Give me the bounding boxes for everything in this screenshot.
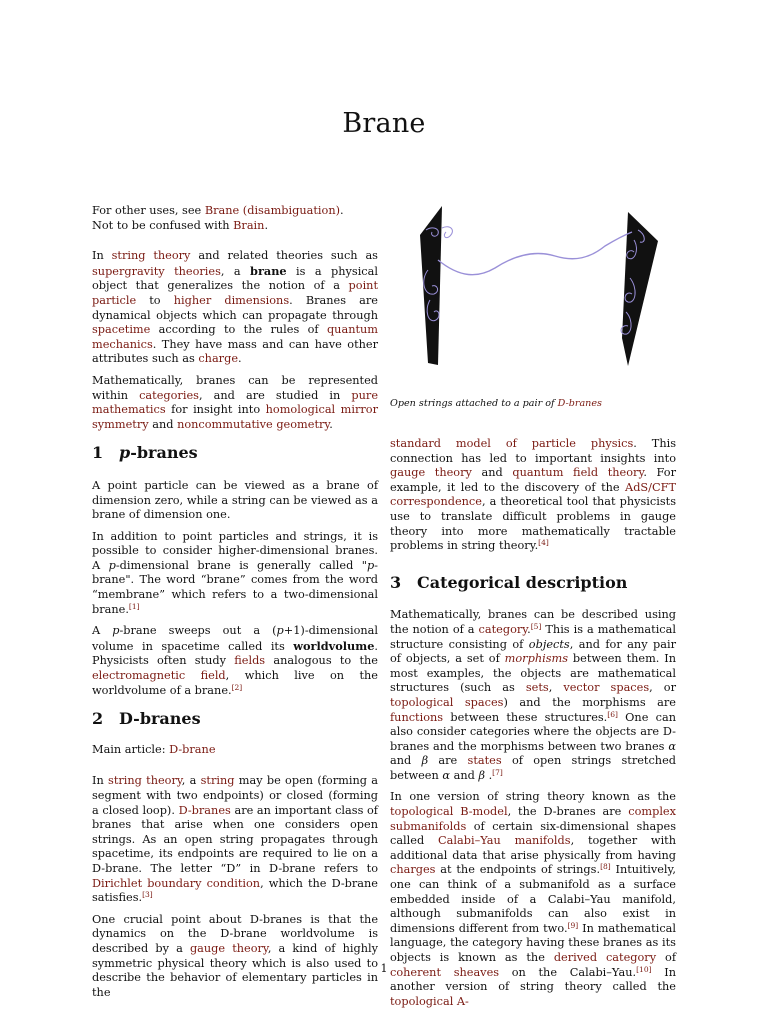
left-d-brane — [420, 206, 442, 365]
page-number: 1 — [380, 962, 388, 975]
link-d-brane-main-article[interactable]: D-brane — [169, 742, 216, 756]
link-functions[interactable]: functions — [390, 710, 444, 724]
categorical-paragraph-1: Mathematically, branes can be described using the notion of a category.[5] This is a mathematical structure consisting of objects, and for any pair of objects, a set of morphisms between them. In most examples, the objects are mathematical structures (such as sets, vector spaces, or topological spaces) and the morphisms are functions between these structures.[6] One can also consider categories where the objects are D-branes and the morphisms between two branes α and β are states of open strings stretched between α and β .[7] — [390, 608, 677, 782]
hatnote — [92, 204, 378, 233]
link-calabi-yau-manifolds[interactable]: Calabi–Yau manifolds — [438, 834, 571, 848]
link-homological-mirror-symmetry[interactable]: homological mirror symmetry — [92, 403, 378, 431]
page-title: Brane — [342, 108, 426, 139]
main-article-note: Main article: D-brane — [92, 742, 216, 756]
link-pure-mathematics[interactable]: pure mathematics — [92, 388, 379, 417]
link-string-theory[interactable]: string theory — [111, 249, 191, 263]
reference-8[interactable]: [8] — [600, 862, 611, 872]
reference-6[interactable]: [6] — [607, 709, 618, 719]
link-higher-dimensions[interactable]: higher dimensions — [173, 293, 290, 307]
intro-paragraph-2: Mathematically, branes can be represented within categories, and are studied in pure mathematics for insight into homological mirror symmetry and noncommutative geometry. — [92, 373, 379, 431]
link-sets[interactable]: sets — [525, 681, 549, 695]
reference-4[interactable]: [4] — [538, 538, 549, 548]
reference-5[interactable]: [5] — [530, 621, 542, 631]
link-topological-spaces[interactable]: topological spaces — [390, 695, 504, 709]
link-noncommutative-geometry[interactable]: noncommutative geometry — [177, 417, 330, 431]
d-branes-illustration — [390, 200, 676, 396]
reference-7[interactable]: [7] — [492, 767, 503, 777]
reference-3[interactable]: [3] — [142, 890, 153, 900]
link-derived-category[interactable]: derived category — [553, 951, 657, 964]
open-string — [438, 232, 632, 275]
link-fields[interactable]: fields — [234, 654, 266, 668]
reference-9[interactable]: [9] — [567, 920, 579, 930]
reference-10[interactable]: [10] — [636, 964, 652, 974]
section-heading-categorical-description: 3 Categorical description — [390, 572, 628, 592]
d-branes-figure — [390, 200, 676, 409]
link-string[interactable]: string — [200, 774, 235, 788]
categorical-paragraph-2: In one version of string theory known as the topological B-model, the D-branes are complex submanifolds of certain six-dimensional shapes called Calabi–Yau manifolds, together with additional data that arise physically from having charges at the endpoints of strings.[8] Intuitively, one can think of a submanifold as a surface embedded inside of a Calabi–Yau manifold, although submanifolds can also exist in dimensions different from two.[9] In mathematical language, the category having these branes as its objects is known as the derived category of coherent sheaves on the Calabi–Yau.[10] In another version of string theory called the topological A- — [390, 790, 676, 1008]
left-column — [92, 204, 378, 1007]
link-brane-disambiguation[interactable]: Brane (disambiguation) — [204, 204, 341, 217]
hatnote-line-2: Not to be confused with Brain. — [92, 218, 269, 232]
link-complex-submanifolds[interactable]: complex submanifolds — [390, 805, 676, 833]
string-loop-left-4 — [442, 227, 452, 238]
link-charge[interactable]: charge — [198, 352, 238, 366]
link-charges[interactable]: charges — [390, 863, 436, 877]
d-branes-paragraph-1: In string theory, a string may be open (forming a segment with two endpoints) or closed (forming a closed loop). D-branes are an important class of branes that arise when one considers open strings. As an open string propagates through spacetime, its endpoints are required to lie on a D-brane. The letter “D” in D-brane refers to Dirichlet boundary condition, which the D-brane satisfies.[3] — [92, 774, 378, 905]
link-string-theory-2[interactable]: string theory — [108, 774, 182, 788]
link-brain[interactable]: Brain — [233, 218, 265, 232]
caption-link-d-branes[interactable]: D-branes — [557, 398, 602, 409]
link-morphisms[interactable]: morphisms — [504, 652, 569, 666]
link-spacetime[interactable]: spacetime — [92, 323, 151, 337]
p-branes-paragraph-2: In addition to point particles and strings, it is possible to consider higher-dimensional branes. A p-dimensional brane is generally called "p-brane". The word “brane” comes from the word “membrane” which refers to a two-dimensional brane.[1] — [92, 529, 378, 616]
link-quantum-mechanics[interactable]: quantum mechanics — [92, 323, 378, 351]
section-heading-d-branes: 2 D-branes — [92, 709, 201, 729]
link-ads-cft-correspondence[interactable]: AdS/CFT correspondence — [390, 480, 676, 509]
link-supergravity-theories[interactable]: supergravity theories — [92, 264, 221, 278]
link-d-branes[interactable]: D-branes — [178, 803, 231, 817]
right-d-brane — [622, 212, 658, 366]
right-column — [390, 437, 676, 1016]
d-branes-paragraph-2-start: One crucial point about D-branes is that the dynamics on the D-brane worldvolume is described by a gauge theory, a kind of highly symmetric physical theory which is also used to describe the behavior of elementary particles in the — [92, 912, 378, 999]
link-categories[interactable]: categories — [139, 388, 199, 402]
d-branes-paragraph-2-continued: standard model of particle physics. This connection has led to important insights into gauge theory and quantum field theory. For example, it led to the discovery of the AdS/CFT correspondence, a theoretical tool that physicists use to translate difficult problems in gauge theory into more mathematically tractable problems in string theory.[4] — [390, 437, 677, 553]
section-heading-p-branes: 1 p-branes — [92, 443, 198, 463]
intro-paragraph-1: In string theory and related theories such as supergravity theories, a brane is a physical object that generalizes the notion of a point particle to higher dimensions. Branes are dynamical objects which can propagate through spacetime according to the rules of quantum mechanics. They have mass and can have other attributes such as charge. — [92, 249, 378, 366]
p-branes-paragraph-3: A p-brane sweeps out a (p+1)-dimensional volume in spacetime called its worldvolume. Physicists often study fields analogous to the electromagnetic field, which live on the worldvolume of a brane.[2] — [92, 624, 378, 697]
link-quantum-field-theory[interactable]: quantum field theory — [512, 466, 644, 480]
figure-caption: Open strings attached to a pair of D-branes — [390, 398, 602, 409]
link-category[interactable]: category — [478, 622, 528, 636]
reference-1[interactable]: [1] — [128, 601, 140, 611]
link-coherent-sheaves[interactable]: coherent sheaves — [390, 965, 500, 979]
link-gauge-theory[interactable]: gauge theory — [189, 941, 268, 955]
link-standard-model[interactable]: standard model of particle physics — [390, 437, 634, 450]
link-topological-a-model[interactable]: topological A- — [390, 994, 469, 1008]
link-electromagnetic-field[interactable]: electromagnetic field — [92, 669, 226, 683]
link-gauge-theory-2[interactable]: gauge theory — [390, 466, 472, 480]
link-topological-b-model[interactable]: topological B-model — [390, 805, 508, 819]
link-vector-spaces[interactable]: vector spaces — [563, 681, 650, 695]
reference-2[interactable]: [2] — [231, 682, 243, 692]
link-dirichlet-boundary-condition[interactable]: Dirichlet boundary condition — [92, 876, 261, 890]
hatnote-line-1: For other uses, see Brane (disambiguation). — [92, 204, 344, 217]
link-states[interactable]: states — [467, 754, 502, 768]
link-point-particle[interactable]: point particle — [92, 279, 378, 307]
p-branes-paragraph-1: A point particle can be viewed as a brane of dimension zero, while a string can be viewed as a brane of dimension one. — [92, 478, 378, 522]
